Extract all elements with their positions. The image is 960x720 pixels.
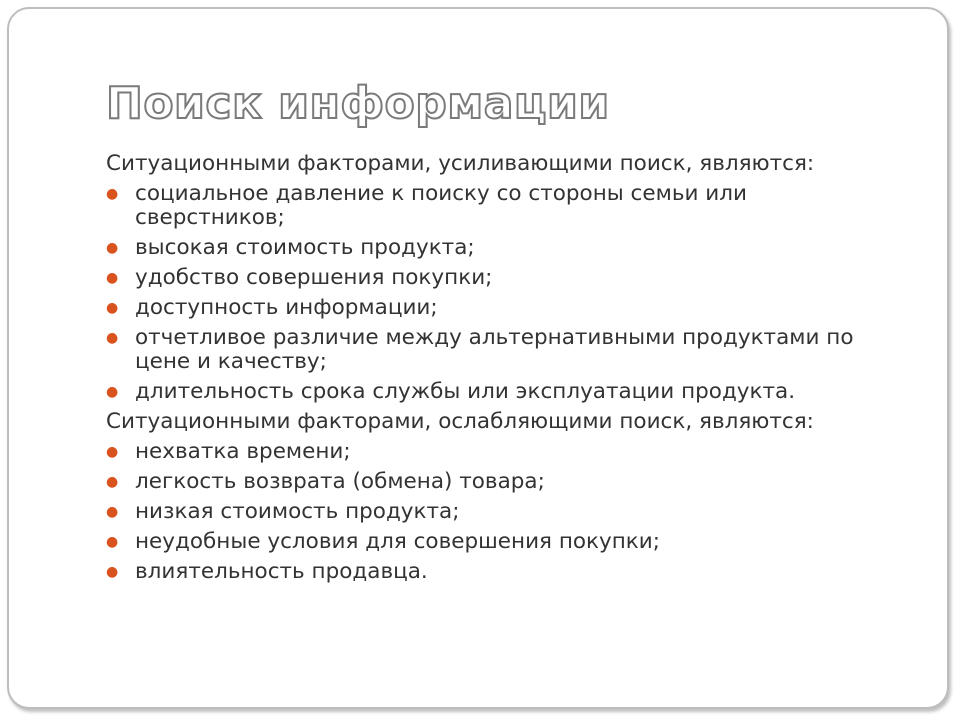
bullet-dot-icon: ● [106, 384, 119, 400]
bullet-dot-icon: ● [106, 270, 119, 286]
list-item [106, 326, 896, 374]
list-item-text: длительность срока службы или эксплуатации продукта. [135, 379, 796, 404]
list-item [106, 380, 896, 404]
list-item-text: низкая стоимость продукта; [135, 499, 460, 524]
list-item [106, 236, 896, 260]
bullet-list [106, 182, 896, 404]
list-item [106, 530, 896, 554]
bullet-dot-icon: ● [106, 444, 119, 460]
list-item [106, 560, 896, 584]
section-intro: Ситуационными факторами, усиливающими поиск, являются: [106, 151, 815, 176]
bullet-dot-icon: ● [106, 504, 119, 520]
list-item [106, 182, 896, 230]
list-item-text: легкость возврата (обмена) товара; [135, 469, 545, 494]
bullet-dot-icon: ● [106, 240, 119, 256]
list-item-text: отчетливое различие между альтернативными продуктами по цене и качеству; [135, 325, 854, 374]
list-item-text: удобство совершения покупки; [135, 265, 493, 290]
bullet-dot-icon: ● [106, 186, 119, 202]
bullet-dot-icon: ● [106, 534, 119, 550]
slide-content [106, 152, 896, 590]
bullet-dot-icon: ● [106, 474, 119, 490]
list-item-text: высокая стоимость продукта; [135, 235, 475, 260]
list-item [106, 440, 896, 464]
section-intro: Ситуационными факторами, ослабляющими поиск, являются: [106, 409, 814, 434]
list-item-text: нехватка времени; [135, 439, 351, 464]
list-item [106, 266, 896, 290]
slide-title: Поиск информации [106, 78, 610, 129]
bullet-list [106, 440, 896, 584]
list-item [106, 296, 896, 320]
bullet-dot-icon: ● [106, 300, 119, 316]
list-item-text: доступность информации; [135, 295, 438, 320]
list-item-text: социальное давление к поиску со стороны семьи или сверстников; [135, 181, 747, 230]
list-item [106, 500, 896, 524]
bullet-dot-icon: ● [106, 330, 119, 346]
bullet-dot-icon: ● [106, 564, 119, 580]
list-item [106, 470, 896, 494]
list-item-text: неудобные условия для совершения покупки; [135, 529, 661, 554]
list-item-text: влиятельность продавца. [135, 559, 428, 584]
